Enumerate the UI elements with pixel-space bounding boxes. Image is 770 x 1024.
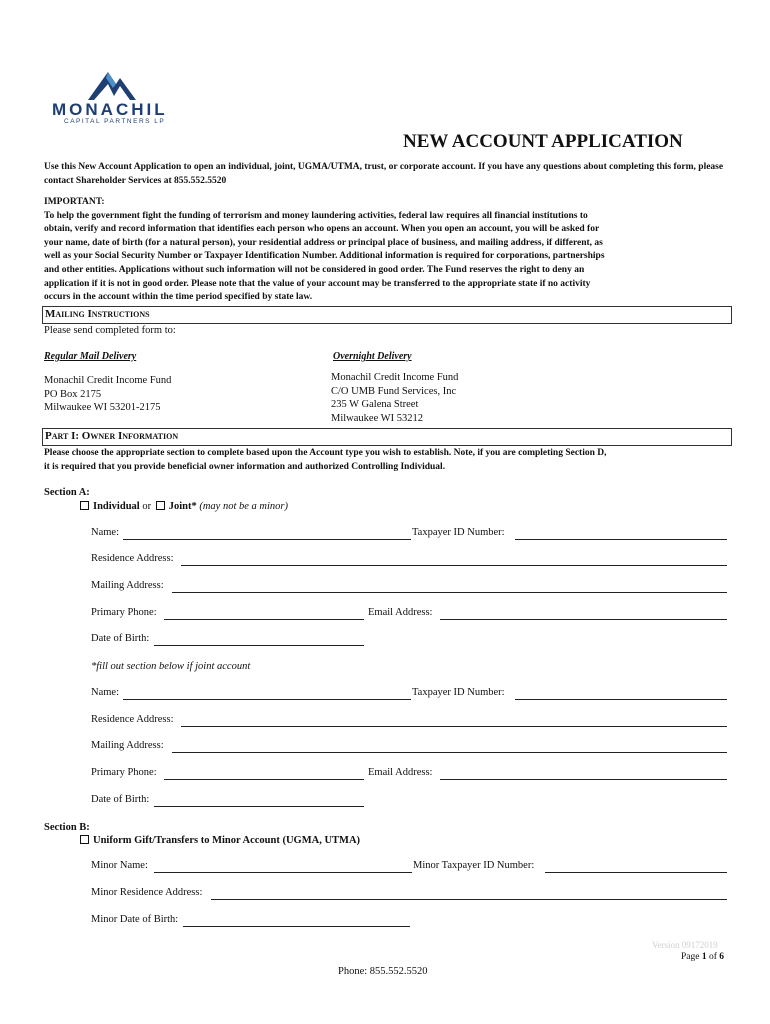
- individual-label: Individual: [93, 501, 140, 512]
- joint-mailing-address-field[interactable]: [172, 752, 727, 753]
- joint-account-note: *fill out section below if joint account: [91, 661, 251, 672]
- email-address-field[interactable]: [440, 619, 727, 620]
- important-line: occurs in the account within the time period specified by state law.: [44, 292, 313, 303]
- page-number: 1: [701, 952, 707, 962]
- part1-note-line: Please choose the appropriate section to complete based upon the Account type you wish to establish. Note, if you are completing Section D,: [44, 448, 607, 458]
- joint-date-of-birth-label: Date of Birth:: [91, 794, 150, 805]
- name-label: Name:: [91, 527, 119, 538]
- page-of: of: [708, 952, 717, 962]
- important-block: [44, 196, 744, 305]
- important-line: To help the government fight the funding of terrorism and money laundering activities, federal law requires all financial institutions to: [44, 210, 588, 221]
- part1-note-line: it is required that you provide beneficial owner information and authorized Controlling Individual.: [44, 461, 446, 472]
- minor-date-of-birth-label: Minor Date of Birth:: [91, 914, 179, 925]
- joint-name-label: Name:: [91, 687, 119, 698]
- tin-label: Taxpayer ID Number:: [412, 527, 505, 538]
- part1-header: Part I: Owner Information: [42, 428, 732, 446]
- address-line: Milwaukee WI 53201-2175: [44, 402, 161, 413]
- page-title: NEW ACCOUNT APPLICATION: [403, 131, 683, 152]
- page-indicator: [681, 952, 724, 962]
- joint-primary-phone-label: Primary Phone:: [91, 767, 157, 778]
- important-line: well as your Social Security Number or Taxpayer Identification Number. Additional information is required for corporations, partnerships: [44, 251, 605, 262]
- section-a-label: Section A:: [44, 487, 90, 498]
- ugma-checkbox[interactable]: [80, 835, 89, 844]
- minor-tin-field[interactable]: [545, 872, 727, 873]
- important-line: and other entities. Applications without such information will not be considered in good order. The Fund reserves the right to deny an: [44, 264, 585, 275]
- address-line: C/O UMB Fund Services, Inc: [331, 385, 457, 397]
- joint-email-address-label: Email Address:: [368, 767, 433, 778]
- intro-text: Use this New Account Application to open an individual, joint, UGMA/UTMA, trust, or corporate account. If you have any questions about completing this form, please contact Shareholder Services at 855.552.5520: [44, 162, 724, 186]
- joint-date-of-birth-field[interactable]: [154, 806, 364, 807]
- address-line: Milwaukee WI 53212: [331, 412, 423, 424]
- logo-subtitle: CAPITAL PARTNERS LP: [64, 118, 166, 125]
- joint-email-address-field[interactable]: [440, 779, 727, 780]
- primary-phone-field[interactable]: [164, 619, 364, 620]
- joint-mailing-address-label: Mailing Address:: [91, 740, 164, 751]
- page-prefix: Page: [681, 952, 700, 962]
- or-label: or: [142, 501, 152, 512]
- address-line: Monachil Credit Income Fund: [331, 372, 459, 383]
- mailing-address-field[interactable]: [172, 592, 727, 593]
- tin-field[interactable]: [515, 539, 727, 540]
- address-line: 235 W Galena Street: [331, 399, 419, 410]
- date-of-birth-field[interactable]: [154, 645, 364, 646]
- joint-residence-address-label: Residence Address:: [91, 714, 174, 725]
- overnight-address: [331, 371, 458, 425]
- individual-checkbox[interactable]: [80, 501, 89, 510]
- joint-residence-address-field[interactable]: [181, 726, 727, 727]
- minor-residence-address-field[interactable]: [211, 899, 727, 900]
- joint-name-field[interactable]: [123, 699, 411, 700]
- mailing-address-label: Mailing Address:: [91, 580, 164, 591]
- joint-tin-field[interactable]: [515, 699, 727, 700]
- minor-residence-address-label: Minor Residence Address:: [91, 887, 203, 898]
- joint-label: Joint*: [168, 501, 197, 512]
- important-line: obtain, verify and record information that identifies each person who opens an account. When you open an account, you will be asked for: [44, 224, 600, 235]
- company-logo: [50, 66, 175, 126]
- joint-primary-phone-field[interactable]: [164, 779, 364, 780]
- important-heading: IMPORTANT:: [44, 197, 105, 207]
- minor-date-of-birth-field[interactable]: [183, 926, 410, 927]
- name-field[interactable]: [123, 539, 411, 540]
- residence-address-field[interactable]: [181, 565, 727, 566]
- account-type-row: [80, 501, 288, 512]
- ugma-row: [80, 835, 360, 846]
- page-total: 6: [719, 952, 725, 962]
- minor-name-field[interactable]: [154, 872, 412, 873]
- date-of-birth-label: Date of Birth:: [91, 633, 150, 644]
- mailing-note: Please send completed form to:: [44, 325, 176, 336]
- ugma-label: Uniform Gift/Transfers to Minor Account (UGMA, UTMA): [93, 835, 361, 846]
- logo-name: MONACHIL: [52, 100, 168, 119]
- important-line: your name, date of birth (for a natural person), your residential address or principal place of business, and mailing address, if different, as: [44, 237, 603, 248]
- minor-tin-label: Minor Taxpayer ID Number:: [413, 860, 535, 871]
- residence-address-label: Residence Address:: [91, 553, 174, 564]
- minor-note: (may not be a minor): [199, 501, 288, 512]
- address-line: PO Box 2175: [44, 388, 102, 400]
- regular-mail-label: Regular Mail Delivery: [44, 351, 137, 362]
- minor-name-label: Minor Name:: [91, 860, 148, 871]
- section-b-label: Section B:: [44, 822, 90, 833]
- address-line: Monachil Credit Income Fund: [44, 375, 172, 386]
- joint-tin-label: Taxpayer ID Number:: [412, 687, 505, 698]
- mountain-logo-icon: [50, 66, 175, 102]
- joint-checkbox[interactable]: [156, 501, 165, 510]
- important-line: application if it is not in good order. Please note that the value of your account may be transferred to the appropriate state if no activity: [44, 278, 591, 289]
- version-label: Version 09172019: [652, 940, 718, 950]
- primary-phone-label: Primary Phone:: [91, 607, 157, 618]
- footer-phone: Phone: 855.552.5520: [338, 966, 428, 977]
- part1-note: [44, 447, 607, 474]
- mailing-instructions-header: Mailing Instructions: [42, 306, 732, 324]
- overnight-delivery-label: Overnight Delivery: [333, 351, 412, 362]
- email-address-label: Email Address:: [368, 607, 433, 618]
- regular-mail-address: [44, 374, 171, 415]
